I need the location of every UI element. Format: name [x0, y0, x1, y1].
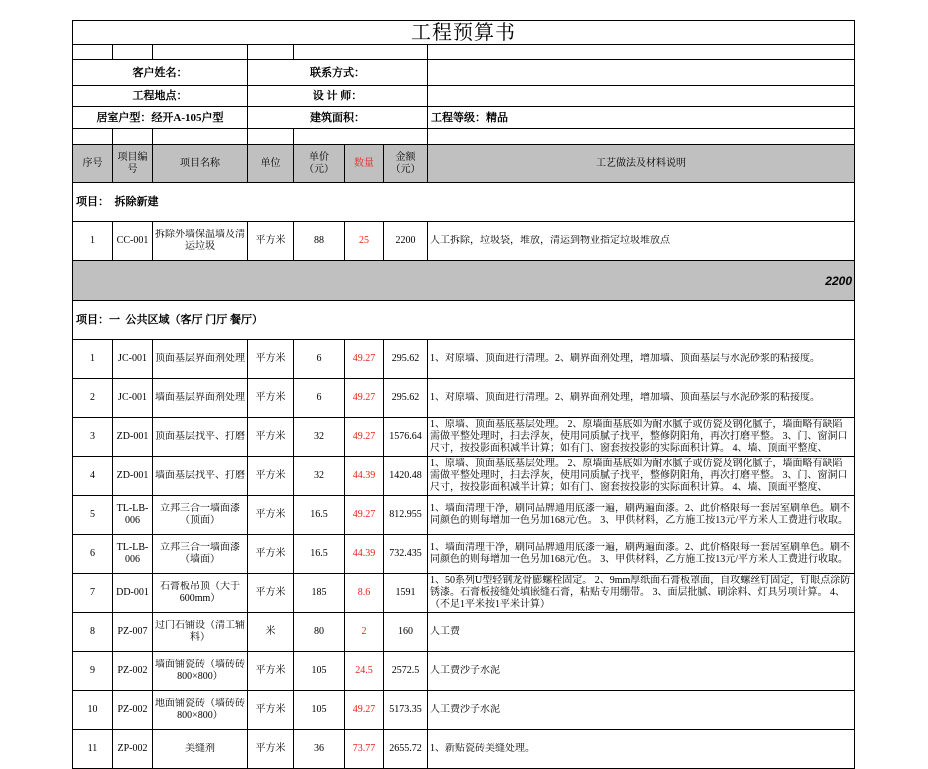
item-index-text: 3 — [90, 431, 95, 442]
item-name — [153, 418, 248, 457]
header-code-line: 号 — [127, 163, 138, 175]
item-unit-price-text: 32 — [314, 470, 324, 481]
table-row — [73, 457, 855, 496]
spacer-cell — [428, 129, 855, 145]
item-unit-price — [294, 418, 345, 457]
item-quantity — [345, 652, 384, 691]
table-row — [73, 574, 855, 613]
item-amount — [384, 652, 428, 691]
item-unit — [248, 613, 294, 652]
item-index-text: 9 — [90, 665, 95, 676]
sheet-title: 工程预算书 — [73, 21, 855, 45]
item-amount — [384, 222, 428, 261]
contact-label: 联系方式： — [248, 60, 428, 86]
item-description-text: 人工费沙子水泥 — [430, 703, 500, 715]
item-index-text: 8 — [90, 626, 95, 637]
item-code — [113, 613, 153, 652]
item-unit-price — [294, 691, 345, 730]
header-quantity: 数量 — [345, 145, 384, 183]
item-index-text: 4 — [90, 470, 95, 481]
header-code-line: 项目编 — [117, 151, 148, 163]
item-quantity-text: 2 — [361, 626, 367, 637]
item-amount-text: 2572.5 — [391, 665, 420, 676]
item-code — [113, 222, 153, 261]
item-unit-price-text: 36 — [314, 743, 324, 754]
item-quantity-text: 25 — [359, 235, 369, 246]
info-row-room — [73, 107, 855, 129]
table-row — [73, 418, 855, 457]
header-amount-line: 金额 — [395, 151, 416, 163]
item-index-text: 6 — [90, 548, 95, 559]
item-amount — [384, 691, 428, 730]
item-index — [73, 340, 113, 379]
table-row — [73, 691, 855, 730]
item-unit-price — [294, 222, 345, 261]
item-unit-text: 平方米 — [255, 470, 286, 481]
item-code-text: PZ-002 — [117, 665, 148, 676]
item-quantity-text: 49.27 — [352, 431, 376, 442]
item-description — [428, 340, 855, 379]
item-description — [428, 652, 855, 691]
item-unit — [248, 457, 294, 496]
item-unit — [248, 496, 294, 535]
section-subtotal — [73, 261, 855, 301]
designer-label: 设 计 师： — [248, 86, 428, 107]
item-unit-price — [294, 574, 345, 613]
section-title-text: 项目： 拆除新建 — [76, 196, 159, 208]
contact-value-cell — [428, 60, 855, 86]
item-unit-text: 平方米 — [255, 392, 286, 403]
item-index-text: 5 — [90, 509, 95, 520]
item-name-text: 地面铺瓷砖（墙砖砖800×800） — [155, 698, 245, 721]
item-unit-price — [294, 379, 345, 418]
item-quantity — [345, 379, 384, 418]
spacer-cell — [428, 45, 855, 60]
item-amount — [384, 730, 428, 769]
table-row — [73, 535, 855, 574]
item-amount-text: 812.955 — [389, 509, 422, 520]
item-name-text: 顶面基层界面剂处理 — [155, 353, 245, 364]
header-code — [113, 145, 153, 183]
item-name-text: 墙面基层界面剂处理 — [155, 392, 245, 403]
item-unit-text: 平方米 — [255, 353, 286, 364]
item-unit-price — [294, 457, 345, 496]
item-description-text: 1、对原墙、顶面进行清理。2、刷界面剂处理，增加墙、顶面基层与水泥砂浆的粘接度。 — [430, 352, 820, 364]
item-description — [428, 379, 855, 418]
item-amount — [384, 379, 428, 418]
item-name — [153, 691, 248, 730]
item-index — [73, 418, 113, 457]
item-description — [428, 222, 855, 261]
item-unit-price-text: 32 — [314, 431, 324, 442]
item-name-text: 过门石铺设（清工辅料） — [155, 620, 245, 643]
item-unit — [248, 574, 294, 613]
item-amount-text: 1420.48 — [389, 470, 422, 481]
item-unit-text: 平方米 — [255, 665, 286, 676]
spacer-cell — [73, 129, 113, 145]
budget-sheet — [72, 20, 856, 769]
item-quantity — [345, 691, 384, 730]
item-quantity-text: 49.27 — [352, 509, 376, 520]
item-description — [428, 535, 855, 574]
item-unit-price-text: 105 — [311, 704, 327, 715]
budget-table — [72, 20, 855, 769]
item-code-text: TL-LB-006 — [116, 542, 149, 565]
section-row — [73, 183, 855, 222]
item-code-text: ZP-002 — [117, 743, 148, 754]
item-code — [113, 574, 153, 613]
item-unit — [248, 730, 294, 769]
item-description-text: 1、原墙、顶面基底基层处理。 2、原墙面基底如为耐水腻子或仿瓷及钢化腻子，墙面略有缺陷需做平整处理时，扫去浮灰，使用同质腻子找平，整修阴阳角，再次打磨平整。 3、门、窗洞口尺寸，按投影面积减半计算；如有门、窗套按投影的实际面积计算。 4、墙、顶面平整度、 — [430, 457, 848, 494]
item-unit — [248, 222, 294, 261]
item-unit-price — [294, 496, 345, 535]
item-quantity-text: 24.5 — [355, 665, 373, 676]
item-code — [113, 379, 153, 418]
item-amount — [384, 574, 428, 613]
item-code-text: DD-001 — [116, 587, 149, 598]
spacer-row — [73, 129, 855, 145]
table-row — [73, 730, 855, 769]
item-quantity-text: 49.27 — [352, 392, 376, 403]
item-quantity — [345, 222, 384, 261]
spacer-cell — [153, 129, 248, 145]
site-label: 工程地点： — [73, 86, 248, 107]
item-code-text: PZ-002 — [117, 704, 148, 715]
item-description-text: 1、墙面清理干净，刷同品牌通用底漆一遍，刷两遍面漆。2、此价格限每一套居室刷单色。刷不同颜色的则每增加一色另加168元/色。 3、甲供材料，乙方施工按13元/平方米人工费进行收取。 — [430, 502, 850, 526]
item-unit-price-text: 80 — [314, 626, 324, 637]
item-code-text: ZD-001 — [116, 431, 149, 442]
item-amount-text: 295.62 — [391, 392, 420, 403]
section-title — [73, 183, 855, 222]
item-code-text: ZD-001 — [116, 470, 149, 481]
item-description — [428, 574, 855, 613]
item-unit — [248, 340, 294, 379]
item-amount — [384, 613, 428, 652]
item-quantity — [345, 574, 384, 613]
item-quantity — [345, 613, 384, 652]
item-index — [73, 535, 113, 574]
spacer-cell — [294, 45, 428, 60]
item-description-text: 人工费 — [430, 625, 460, 637]
item-unit — [248, 652, 294, 691]
item-index-text: 11 — [87, 743, 98, 754]
item-index — [73, 574, 113, 613]
item-index — [73, 222, 113, 261]
item-amount — [384, 340, 428, 379]
header-description: 工艺做法及材料说明 — [428, 145, 855, 183]
item-unit-text: 平方米 — [255, 587, 286, 598]
item-description-text: 1、50系列U型轻钢龙骨膨螺栓固定。 2、9mm厚纸面石膏板罩面，自攻螺丝钉固定，钉眼点涂防锈漆。石膏板接缝处填嵌缝石膏，粘贴专用绷带。 3、面层批腻、刷涂料、灯具另项计算。 4、（不足1平米按1平米计算） — [430, 574, 851, 611]
item-unit-text: 米 — [265, 626, 276, 637]
item-unit-price-text: 6 — [316, 353, 322, 364]
item-name — [153, 340, 248, 379]
item-amount-text: 1591 — [395, 587, 416, 598]
item-index — [73, 496, 113, 535]
item-name — [153, 535, 248, 574]
item-quantity — [345, 535, 384, 574]
item-unit-price — [294, 535, 345, 574]
item-unit — [248, 379, 294, 418]
item-quantity — [345, 730, 384, 769]
item-description-text: 1、对原墙、顶面进行清理。2、刷界面剂处理，增加墙、顶面基层与水泥砂浆的粘接度。 — [430, 391, 820, 403]
item-quantity-text: 73.77 — [352, 743, 376, 754]
item-index-text: 1 — [90, 235, 95, 246]
item-unit — [248, 535, 294, 574]
item-index — [73, 457, 113, 496]
item-name — [153, 457, 248, 496]
item-description — [428, 496, 855, 535]
item-amount — [384, 535, 428, 574]
item-code — [113, 496, 153, 535]
item-unit-price-text: 105 — [311, 665, 327, 676]
table-row — [73, 340, 855, 379]
section-subtotal-text: 2200 — [825, 273, 852, 288]
item-description-text: 人工费沙子水泥 — [430, 664, 500, 676]
item-name-text: 墙面铺瓷砖（墙砖砖800×800） — [155, 659, 245, 682]
item-description-text: 人工拆除，垃圾袋，堆放，清运到物业指定垃圾堆放点 — [430, 234, 670, 246]
item-unit-price-text: 185 — [311, 587, 327, 598]
item-code — [113, 730, 153, 769]
spacer-cell — [73, 45, 113, 60]
header-unit-price-line: （元） — [304, 163, 334, 175]
item-code-text: TL-LB-006 — [116, 503, 149, 526]
item-quantity — [345, 418, 384, 457]
section-title — [73, 301, 855, 340]
item-unit-text: 平方米 — [255, 509, 286, 520]
item-quantity-text: 8.6 — [357, 587, 371, 598]
item-code — [113, 457, 153, 496]
spacer-cell — [248, 45, 294, 60]
room-type: 居室户型：经开A-105户型 — [73, 107, 248, 129]
item-code-text: JC-001 — [118, 353, 147, 364]
item-description-text: 1、原墙、顶面基底基层处理。 2、原墙面基底如为耐水腻子或仿瓷及钢化腻子，墙面略有缺陷需做平整处理时，扫去浮灰，使用同质腻子找平，整修阴阳角，再次打磨平整。 3、门、窗洞口尺寸，按投影面积减半计算；如有门、窗套按投影的实际面积计算。 4、墙、顶面平整度、 — [430, 418, 848, 455]
item-name — [153, 730, 248, 769]
item-name-text: 墙面基层找平、打磨 — [155, 470, 245, 481]
item-unit-text: 平方米 — [255, 743, 286, 754]
item-index — [73, 691, 113, 730]
item-amount-text: 295.62 — [391, 353, 420, 364]
section-title-text: 项目：一 公共区域（客厅 门厅 餐厅） — [76, 314, 263, 326]
item-quantity-text: 44.39 — [352, 548, 376, 559]
item-description — [428, 613, 855, 652]
item-unit-price-text: 16.5 — [310, 548, 328, 559]
item-quantity-text: 49.27 — [352, 353, 376, 364]
spacer-cell — [113, 129, 153, 145]
item-unit-price-text: 88 — [314, 235, 324, 246]
section-row — [73, 301, 855, 340]
table-row — [73, 652, 855, 691]
item-index-text: 10 — [87, 704, 98, 715]
item-index-text: 1 — [90, 353, 95, 364]
item-amount-text: 2655.72 — [389, 743, 422, 754]
item-amount-text: 160 — [398, 626, 413, 637]
item-index — [73, 730, 113, 769]
table-row — [73, 496, 855, 535]
item-name-text: 顶面基层找平、打磨 — [155, 431, 245, 442]
item-amount — [384, 496, 428, 535]
item-name-text: 美缝剂 — [185, 743, 215, 754]
item-description — [428, 457, 855, 496]
item-name-text: 立邦三合一墙面漆（顶面） — [160, 503, 240, 526]
info-row-customer — [73, 60, 855, 86]
header-amount-line: （元） — [390, 163, 421, 175]
item-unit — [248, 418, 294, 457]
item-code-text: PZ-007 — [117, 626, 148, 637]
item-amount — [384, 418, 428, 457]
item-description-text: 1、新贴瓷砖美缝处理。 — [430, 742, 535, 754]
item-index — [73, 652, 113, 691]
item-amount — [384, 457, 428, 496]
item-name-text: 拆除外墙保温墙及清运垃圾 — [155, 229, 245, 252]
item-unit-price — [294, 340, 345, 379]
subtotal-row — [73, 261, 855, 301]
spacer-row — [73, 45, 855, 60]
item-amount-text: 2200 — [395, 235, 416, 246]
table-row — [73, 613, 855, 652]
budget-body — [73, 183, 855, 769]
item-description — [428, 730, 855, 769]
item-quantity — [345, 340, 384, 379]
item-unit-price-text: 16.5 — [310, 509, 328, 520]
item-unit-price — [294, 613, 345, 652]
item-code-text: JC-001 — [118, 392, 147, 403]
item-unit-text: 平方米 — [255, 235, 286, 246]
item-index-text: 7 — [90, 587, 95, 598]
item-quantity — [345, 496, 384, 535]
header-unit-price — [294, 145, 345, 183]
item-code — [113, 418, 153, 457]
header-unit-price-line: 单价 — [309, 151, 329, 163]
area-label: 建筑面积： — [248, 107, 428, 129]
item-unit-price — [294, 730, 345, 769]
item-amount-text: 732.435 — [389, 548, 422, 559]
item-unit-text: 平方米 — [255, 431, 286, 442]
header-index: 序号 — [73, 145, 113, 183]
spacer-cell — [113, 45, 153, 60]
item-name — [153, 652, 248, 691]
item-amount-text: 1576.64 — [389, 431, 422, 442]
column-header-row — [73, 145, 855, 183]
spacer-cell — [294, 129, 428, 145]
item-unit-text: 平方米 — [255, 548, 286, 559]
item-code — [113, 340, 153, 379]
item-index-text: 2 — [90, 392, 95, 403]
item-code — [113, 652, 153, 691]
item-code — [113, 691, 153, 730]
item-unit-price — [294, 652, 345, 691]
spacer-cell — [248, 129, 294, 145]
sheet-head — [73, 21, 855, 183]
item-unit — [248, 691, 294, 730]
header-name: 项目名称 — [153, 145, 248, 183]
table-row — [73, 379, 855, 418]
header-unit: 单位 — [248, 145, 294, 183]
designer-value-cell — [428, 86, 855, 107]
item-name-text: 立邦三合一墙面漆（墙面） — [160, 542, 240, 565]
info-row-site — [73, 86, 855, 107]
item-index — [73, 379, 113, 418]
table-row — [73, 222, 855, 261]
title-row — [73, 21, 855, 45]
item-unit-text: 平方米 — [255, 704, 286, 715]
item-quantity — [345, 457, 384, 496]
item-name-text: 石膏板吊顶（大于600mm） — [160, 581, 240, 604]
item-description — [428, 691, 855, 730]
item-quantity-text: 49.27 — [352, 704, 376, 715]
item-amount-text: 5173.35 — [389, 704, 422, 715]
project-grade: 工程等级：精品 — [428, 107, 855, 129]
item-unit-price-text: 6 — [316, 392, 322, 403]
item-quantity-text: 44.39 — [352, 470, 376, 481]
header-amount — [384, 145, 428, 183]
item-name — [153, 574, 248, 613]
spacer-cell — [153, 45, 248, 60]
item-description — [428, 418, 855, 457]
item-name — [153, 613, 248, 652]
item-index — [73, 613, 113, 652]
customer-name-label: 客户姓名： — [73, 60, 248, 86]
item-code — [113, 535, 153, 574]
item-description-text: 1、墙面清理干净，刷同品牌通用底漆一遍，刷两遍面漆。2、此价格限每一套居室刷单色。刷不同颜色的则每增加一色另加168元/色。 3、甲供材料，乙方施工按13元/平方米人工费进行收取。 — [430, 541, 850, 565]
item-name — [153, 379, 248, 418]
item-name — [153, 222, 248, 261]
item-name — [153, 496, 248, 535]
item-code-text: CC-001 — [116, 235, 149, 246]
